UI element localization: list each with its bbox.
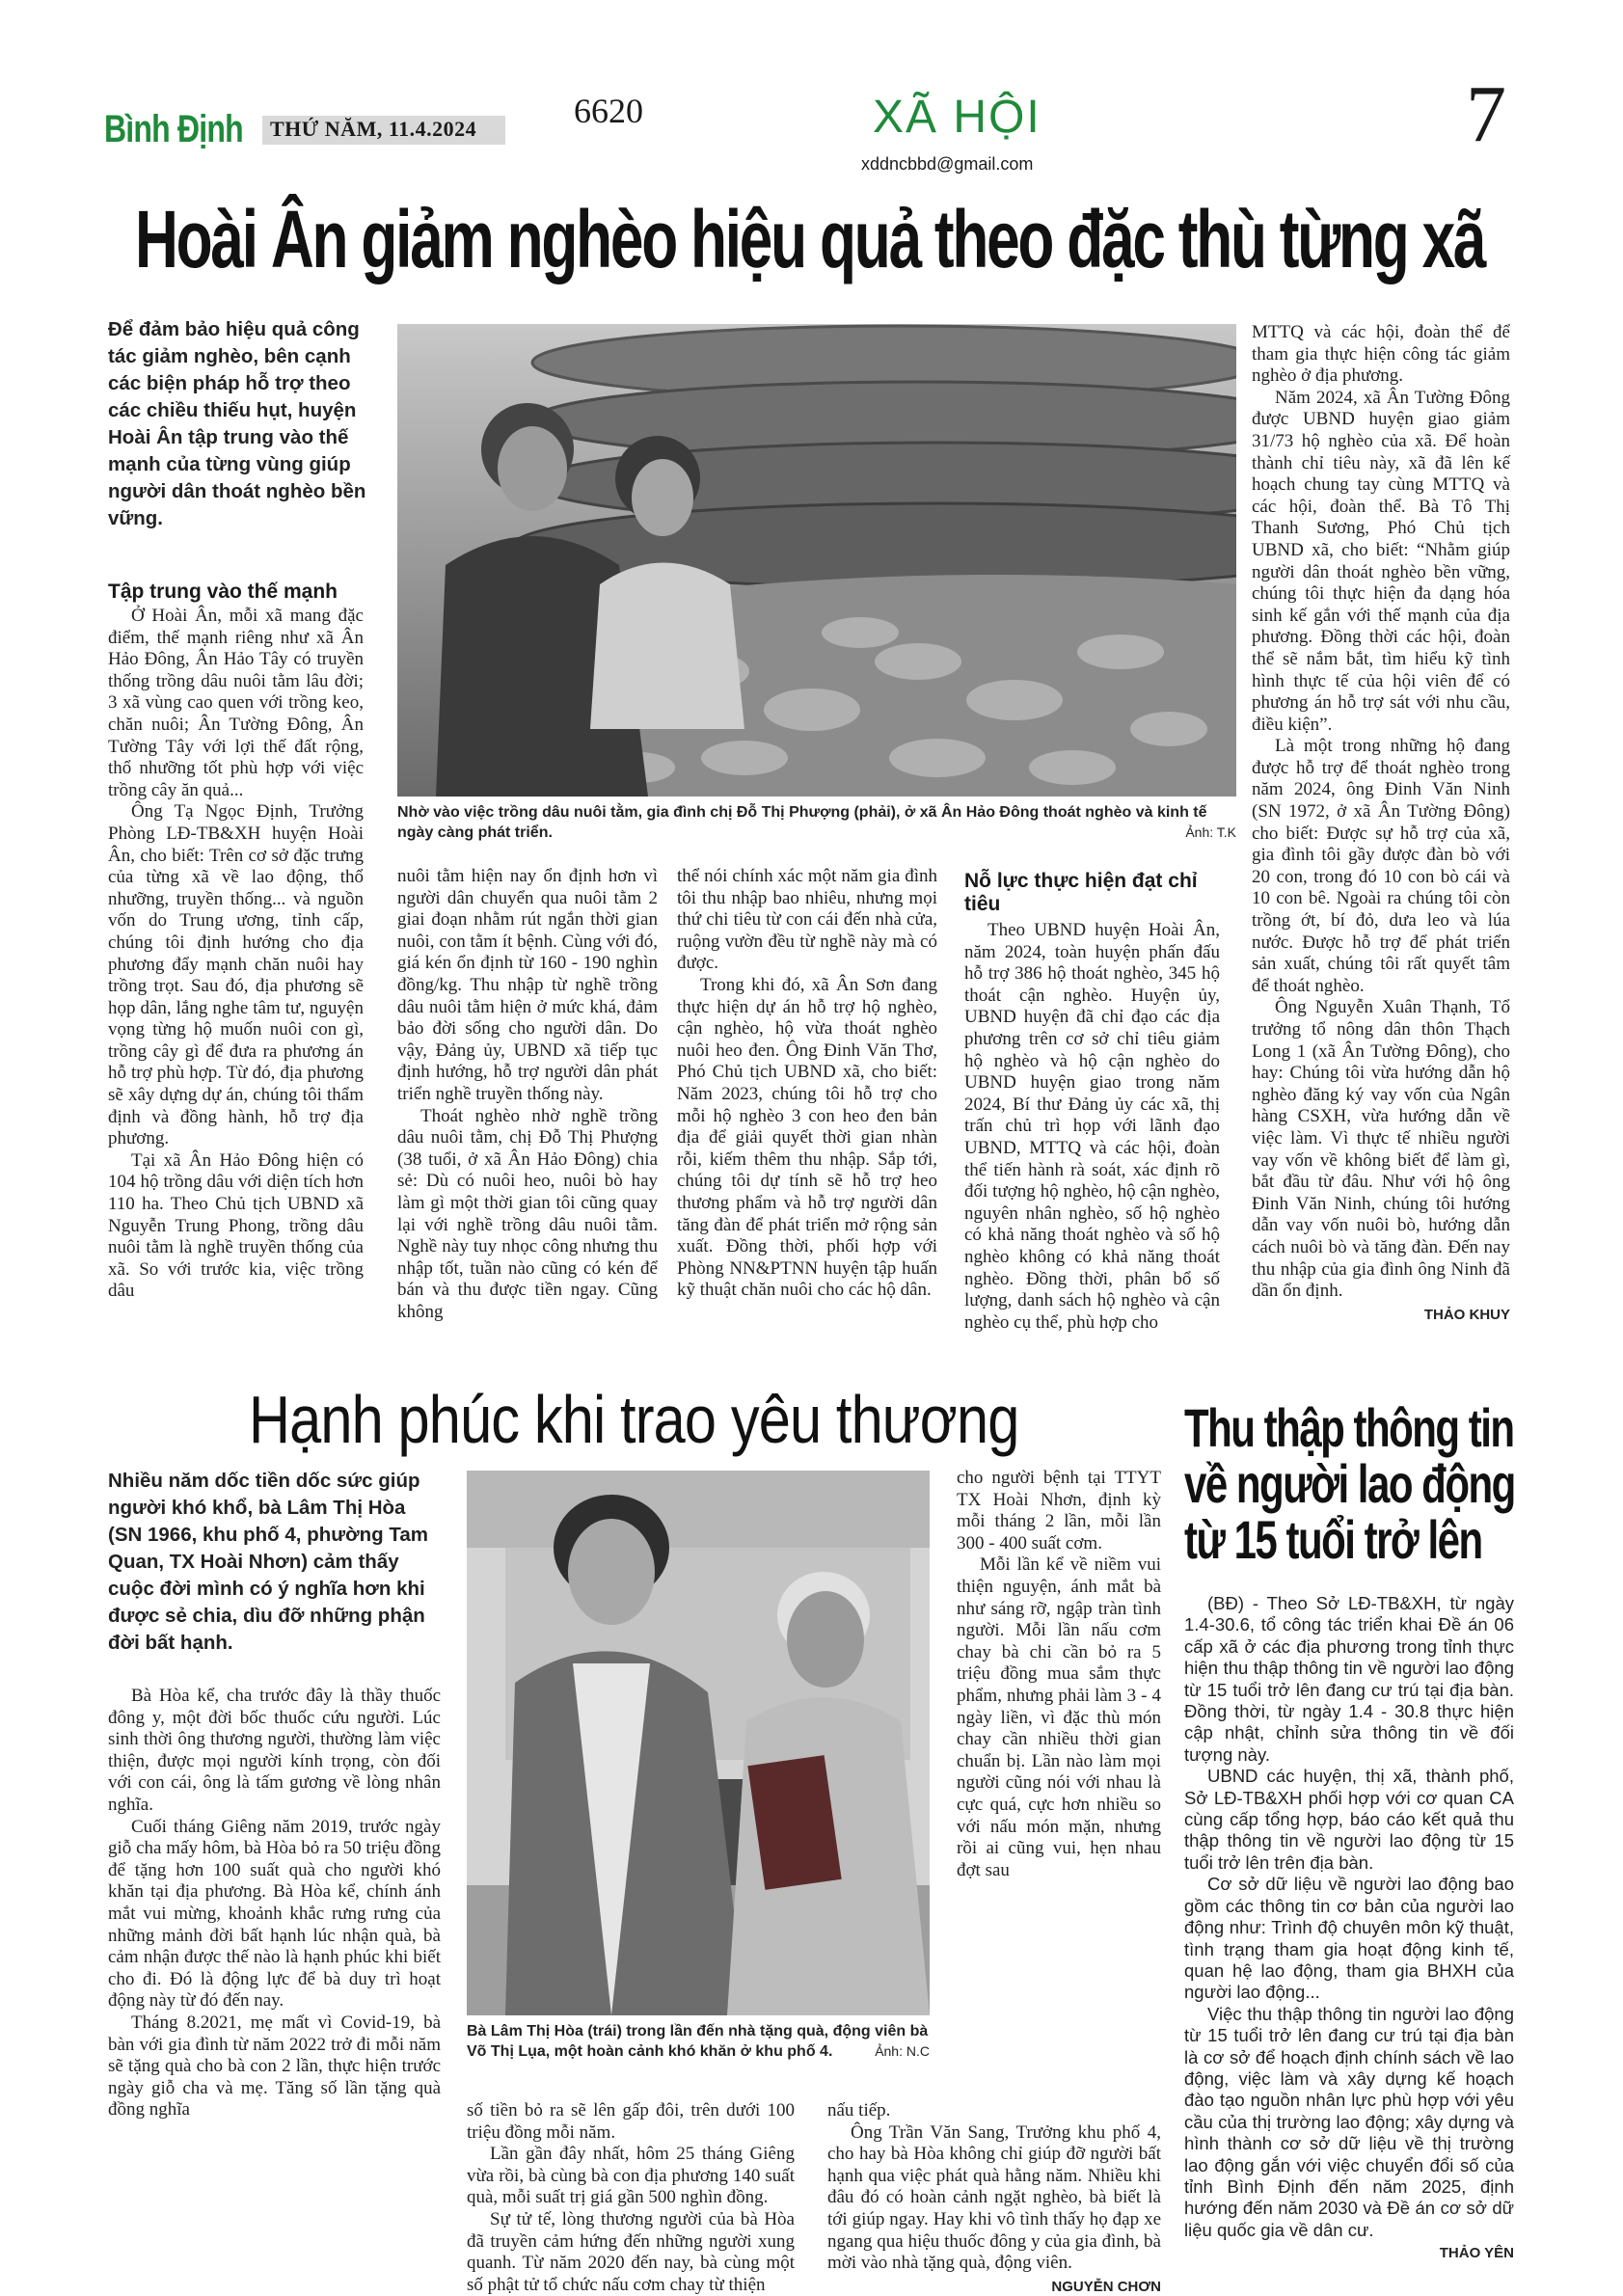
article1-headline: Hoài Ân giảm nghèo hiệu quả theo đặc thù từng xã — [135, 194, 1485, 284]
article3-headline: Thu thập thông tin về người lao động từ 15 tuổi trở lên — [1184, 1397, 1515, 1570]
paragraph: Sự tử tế, lòng thương người của bà Hòa đã truyền cảm hứng đến những người xung quanh. Từ năm 2020 đến nay, bà cùng một số phật tử tổ chức nấu cơm chay từ thiện — [467, 2208, 795, 2295]
caption-text: Bà Lâm Thị Hòa (trái) trong lần đến nhà tặng quà, động viên bà Võ Thị Lụa, một hoàn cảnh khó khăn ở khu phố 4. — [467, 2023, 929, 2060]
article1-photo-caption — [397, 802, 1236, 843]
article1-subhead-1: Tập trung vào thế mạnh — [108, 581, 338, 603]
article2-headline: Hạnh phúc khi trao yêu thương — [249, 1382, 1019, 1457]
article1-column-5 — [1252, 322, 1510, 1326]
paragraph: cho người bệnh tại TTYT TX Hoài Nhơn, định kỳ mỗi tháng 2 lần, mỗi lần 300 - 400 suất cơm. — [957, 1468, 1161, 1553]
paragraph: Ông Tạ Ngọc Định, Trưởng Phòng LĐ-TB&XH huyện Hoài Ân, cho biết: Trên cơ sở đặc trưng của từng xã về lao động, thổ nhưỡng, truyền thống... và nguồn vốn do Trung ương, tỉnh cấp, chúng tôi định hướng cho địa phương đẩy mạnh chăn nuôi hay trồng trọt. Sau đó, địa phương sẽ họp dân, lắng nghe tâm tư, nguyện vọng từng hộ muốn nuôi con gì, trồng cây gì để đưa ra phương án hỗ trợ phù hợp. Từ đó, địa phương sẽ xây dựng dự án, chúng tôi thẩm định và đồng hành, hỗ trợ địa phương. — [108, 801, 364, 1149]
paragraph: Bà Hòa kể, cha trước đây là thầy thuốc đông y, một đời bốc thuốc cứu người. Lúc sinh thời ông thương người, thường làm việc thiện, được mọi người kính trọng, còn đối với con cái, ông là tấm gương về lòng nhân nghĩa. — [108, 1686, 441, 1815]
paragraph: Tại xã Ân Hảo Đông hiện có 104 hộ trồng dâu với diện tích hơn 110 ha. Theo Chủ tịch UBND xã Nguyễn Trung Phong, trồng dâu nuôi tằm là nghề truyền thống của xã. So với trước kia, việc trồng dâu — [108, 1149, 364, 1302]
paragraph: Lần gần đây nhất, hôm 25 tháng Giêng vừa rồi, bà cùng bà con địa phương 140 suất quà, mỗi suất trị giá gần 500 nghìn đồng. — [467, 2144, 795, 2208]
article1-byline: THẢO KHUY — [1423, 1306, 1510, 1323]
silkworm-trays-photo — [397, 324, 1236, 797]
section-title: XÃ HỘI — [873, 92, 1041, 143]
paragraph: Năm 2024, xã Ân Tường Đông được UBND huyện giao giảm 31/73 hộ nghèo của xã. Để hoàn thành chỉ tiêu này, xã đã lên kế hoạch chung tay cùng MTTQ và các hội, đoàn thể. Bà Tô Thị Thanh Sương, Phó Chủ tịch UBND xã, cho biết: “Nhằm giúp người dân thoát nghèo bền vững, chúng tôi thực hiện đa dạng hóa sinh kế gắn với thế mạnh của địa phương. Đồng thời các hội, đoàn thể sẽ nắm bắt, tìm hiểu kỹ tình hình thực tế của hội viên để có phương án hỗ trợ sát với nhu cầu, điều kiện”. — [1252, 387, 1510, 735]
paragraph: Việc thu thập thông tin người lao động từ 15 tuổi trở lên đang cư trú tại địa bàn là cơ sở để hoạch định chính sách về lao động, việc làm và xây dựng kế hoạch đào tạo nguồn nhân lực phù hợp với yêu cầu của thị trường lao động; xây dựng và hình thành cơ sở dữ liệu về thị trường lao động gắn với việc chuyển đổi số của tỉnh Bình Định đến năm 2025, định hướng đến năm 2030 và Đề án cơ sở dữ liệu quốc gia về dân cư. — [1184, 2003, 1514, 2240]
article2-column-3a — [957, 1468, 1161, 1881]
paragraph: số tiền bỏ ra sẽ lên gấp đôi, trên dưới 100 triệu đồng mỗi năm. — [467, 2100, 795, 2143]
article3-byline: THẢO YÊN — [1439, 2245, 1514, 2262]
paragraph: Tháng 8.2021, mẹ mất vì Covid-19, bà bàn với gia đình từ năm 2022 trở đi mỗi năm sẽ tặng quà cho bà con 2 lần, thực hiện trước ngày giỗ cha và mẹ. Tăng số lần tặng quà đồng nghĩa — [108, 2012, 441, 2120]
caption-text: Nhờ vào việc trồng dâu nuôi tằm, gia đình chị Đỗ Thị Phượng (phải), ở xã Ân Hảo Đông thoát nghèo và kinh tế ngày càng phát triển. — [397, 804, 1207, 841]
article2-byline: NGUYỄN CHƠN — [1051, 2278, 1161, 2295]
paragraph: Thoát nghèo nhờ nghề trồng dâu nuôi tằm, chị Đỗ Thị Phượng (38 tuổi, ở xã Ân Hảo Đông) chia sẻ: Dù có nuôi heo, nuôi bò hay làm gì một thời gian tôi cũng quay lại với nghề trồng dâu nuôi tằm. Nghề này tuy nhọc công nhưng thu nhập tốt, tuần nào cũng có kén để bán và thu được tiền ngay. Cũng không — [397, 1105, 658, 1322]
section-email: xddncbbd@gmail.com — [861, 154, 1034, 174]
article2-photo-caption — [467, 2021, 930, 2062]
article1-lead: Để đảm bảo hiệu quả công tác giảm nghèo, bên cạnh các biện pháp hỗ trợ theo các chiều thiếu hụt, huyện Hoài Ân tập trung vào thế mạnh của từng vùng giúp người dân thoát nghèo bền vững. — [108, 318, 366, 529]
paragraph: nấu tiếp. — [827, 2100, 891, 2120]
paragraph: Là một trong những hộ đang được hỗ trợ để thoát nghèo trong năm 2024, ông Đinh Văn Ninh (SN 1972, ở xã Ân Tường Đông) cho biết: Được sự hỗ trợ của xã, gia đình tôi gầy được đàn bò với 20 con, trong đó 10 con bò cái và 10 con bê. Ngoài ra chúng tôi còn trồng ớt, bí đỏ, dưa leo và lúa nước. Được hỗ trợ để phát triển sản xuất, chúng tôi rất quyết tâm để thoát nghèo. — [1252, 736, 1510, 996]
article1-subhead-2: Nỗ lực thực hiện đạt chỉ tiêu — [964, 870, 1198, 915]
masthead-issue: 6620 — [574, 92, 643, 130]
paragraph: Cuối tháng Giêng năm 2019, trước ngày giỗ cha mấy hôm, bà Hòa bỏ ra 50 triệu đồng để tặng hơn 100 suất quà cho người khó khăn tại địa phương. Bà Hòa kể, chính ánh mắt vui mừng, khoảnh khắc rưng rưng của những mảnh đời bất hạnh lúc nhận quà, bà cảm nhận được thế nào là hạnh phúc khi biết cho đi. Đó là động lực để bà duy trì hoạt động này từ đó đến nay. — [108, 1816, 441, 2012]
article1-column-1 — [108, 581, 364, 1303]
paragraph: nuôi tằm hiện nay ổn định hơn vì người dân chuyển qua nuôi tằm 2 giai đoạn nhằm rút ngắn thời gian nuôi, con tằm ít bệnh. Cùng với đó, giá kén ổn định từ 160 - 190 nghìn đồng/kg. Thu nhập từ nghề trồng dâu nuôi tằm hiện ở mức khá, đảm bảo đời sống cho người dân. Do vậy, Đảng ủy, UBND xã tiếp tục định hướng, hỗ trợ người dân phát triển nghề truyền thống này. — [397, 866, 658, 1104]
paragraph: Cơ sở dữ liệu về người lao động bao gồm các thông tin cơ bản của người lao động như: Trình độ chuyên môn kỹ thuật, tình trạng tham gia hoạt động kinh tế, quan hệ lao động, tham gia BHXH của người lao động... — [1184, 1874, 1514, 2003]
page-number: 7 — [1466, 69, 1506, 159]
paragraph: (BĐ) - Theo Sở LĐ-TB&XH, từ ngày 1.4-30.6, tổ công tác triển khai Đề án 06 cấp xã ở các địa phương trong tỉnh thực hiện thu thập thông tin về người lao động từ 15 tuổi trở lên đang cư trú tại địa bàn. Đồng thời, từ ngày 1.4 - 30.8 thực hiện cập nhật, chỉnh sửa thông tin về đối tượng này. — [1184, 1593, 1514, 1765]
paragraph: UBND các huyện, thị xã, thành phố, Sở LĐ-TB&XH phối hợp với cơ quan CA cùng cấp tổng hợp, báo cáo kết quả thu thập thông tin về người lao động từ 15 tuổi trở lên trên địa bàn. — [1184, 1766, 1514, 1873]
paragraph: MTTQ và các hội, đoàn thể để tham gia thực hiện công tác giảm nghèo ở địa phương. — [1252, 322, 1510, 387]
paragraph: Theo UBND huyện Hoài Ân, năm 2024, toàn huyện phấn đấu hỗ trợ 386 hộ thoát nghèo, 345 hộ thoát cận nghèo. Huyện ủy, UBND huyện đã chỉ đạo các địa phương trên cơ sở chỉ tiêu giảm hộ nghèo và hộ cận nghèo do UBND huyện giao trong năm 2024, Bí thư Đảng ủy các xã, thị trấn chủ trì họp với lãnh đạo UBND, MTTQ và các hội, đoàn thể tiến hành rà soát, xác định rõ đối tượng hộ nghèo, hộ cận nghèo, nguyên nhân nghèo, số hộ nghèo có khả năng thoát nghèo và số hộ nghèo không có khả năng thoát nghèo. Đồng thời, phân bổ số lượng, danh sách hộ nghèo và cận nghèo cụ thể, phù hợp cho — [964, 920, 1220, 1333]
paragraph: thể nói chính xác một năm gia đình tôi thu nhập bao nhiêu, nhưng mọi thứ chi tiêu từ con cái đến nhà cửa, ruộng vườn đều từ nghề này mà có được. — [677, 866, 937, 974]
paragraph: Trong khi đó, xã Ân Sơn đang thực hiện dự án hỗ trợ hộ nghèo, cận nghèo, hộ vừa thoát nghèo nuôi heo đen. Ông Đinh Văn Thơ, Phó Chủ tịch UBND xã, cho biết: Năm 2023, chúng tôi hỗ trợ cho mỗi hộ nghèo 3 con heo đen bản địa để giải quyết thời gian nhàn rỗi, kiếm thêm thu nhập. Sắp tới, chúng tôi dự tính sẽ hỗ trợ heo thương phẩm và hỗ trợ người dân tăng đàn để phát triển mở rộng sản xuất. Đồng thời, phối hợp với Phòng NN&PTNN huyện tập huấn kỹ thuật chăn nuôi cho các hộ dân. — [677, 974, 937, 1301]
paragraph: Ông Trần Văn Sang, Trưởng khu phố 4, cho hay bà Hòa không chỉ giúp đỡ người bất hạnh qua việc phát quà hằng năm. Nhiều khi đâu đó có hoàn cảnh ngặt nghèo, bà biết là tới giúp ngay. Hay khi vô tình thấy họ đạp xe ngang qua hiệu thuốc đông y của gia đình, bà mời vào nhà tặng quà, động viên. — [827, 2121, 1161, 2274]
article2-column-2 — [467, 2100, 795, 2296]
paragraph: Ông Nguyễn Xuân Thạnh, Tổ trưởng tổ nông dân thôn Thạch Long 1 (xã Ân Tường Đông), cho hay: Chúng tôi vừa hướng dẫn hộ nghèo đăng ký vay vốn của Ngân hàng CSXH, vừa hướng dẫn về việc làm. Vì thực tế nhiều người vay vốn về không biết để làm gì, bắt đầu từ đâu. Như với hộ ông Đinh Văn Ninh, chúng tôi hướng dẫn vay vốn nuôi bò, hướng dẫn cách nuôi bò và tăng đàn. Đến nay thu nhập của gia đình ông Ninh đã dần ổn định. — [1252, 997, 1510, 1302]
paragraph: Mỗi lần kể về niềm vui thiện nguyện, ánh mắt bà như sáng rỡ, ngập tràn tình người. Mỗi lần nấu cơm chay bà chi cần bỏ ra 5 triệu đồng mua sắm thực phẩm, nhưng phải làm 3 - 4 ngày liền, vì đặc thù món chay cần nhiều thời gian chuẩn bị. Lần nào làm mọi người cũng nói với nhau là cực quá, cực hơn nhiều so với nấu món mặn, nhưng rồi ai cũng vui, hẹn nhau đợt sau — [957, 1554, 1161, 1880]
article2-column-1 — [108, 1686, 441, 2121]
article2-column-3b — [827, 2100, 1161, 2296]
masthead-date: THỨ NĂM, 11.4.2024 — [262, 116, 505, 145]
article1-column-2 — [397, 866, 658, 1323]
photo-credit: Ảnh: N.C — [875, 2043, 930, 2059]
article3-column — [1184, 1593, 1514, 2265]
masthead-brand: Bình Định — [104, 108, 243, 150]
article2-lead: Nhiều năm dốc tiền dốc sức giúp người khó khổ, bà Lâm Thị Hòa (SN 1966, khu phố 4, phường Tam Quan, TX Hoài Nhơn) cảm thấy cuộc đời mình có ý nghĩa hơn khi được sẻ chia, dìu đỡ những phận đời bất hạnh. — [108, 1470, 429, 1654]
article1-column-3 — [677, 866, 937, 1302]
article1-column-4 — [964, 870, 1220, 1334]
photo-credit: Ảnh: T.K — [1185, 824, 1236, 840]
paragraph: Ở Hoài Ân, mỗi xã mang đặc điểm, thế mạnh riêng như xã Ân Hảo Đông, Ân Hảo Tây có truyền thống trồng dâu nuôi tằm lâu đời; 3 xã vùng cao quen với trồng keo, chăn nuôi; Ân Tường Đông, Ân Tường Tây với lợi thế đất rộng, thổ nhưỡng tốt phù hợp với việc trồng cây ăn quả... — [108, 606, 364, 800]
gift-giving-photo — [467, 1471, 930, 2015]
